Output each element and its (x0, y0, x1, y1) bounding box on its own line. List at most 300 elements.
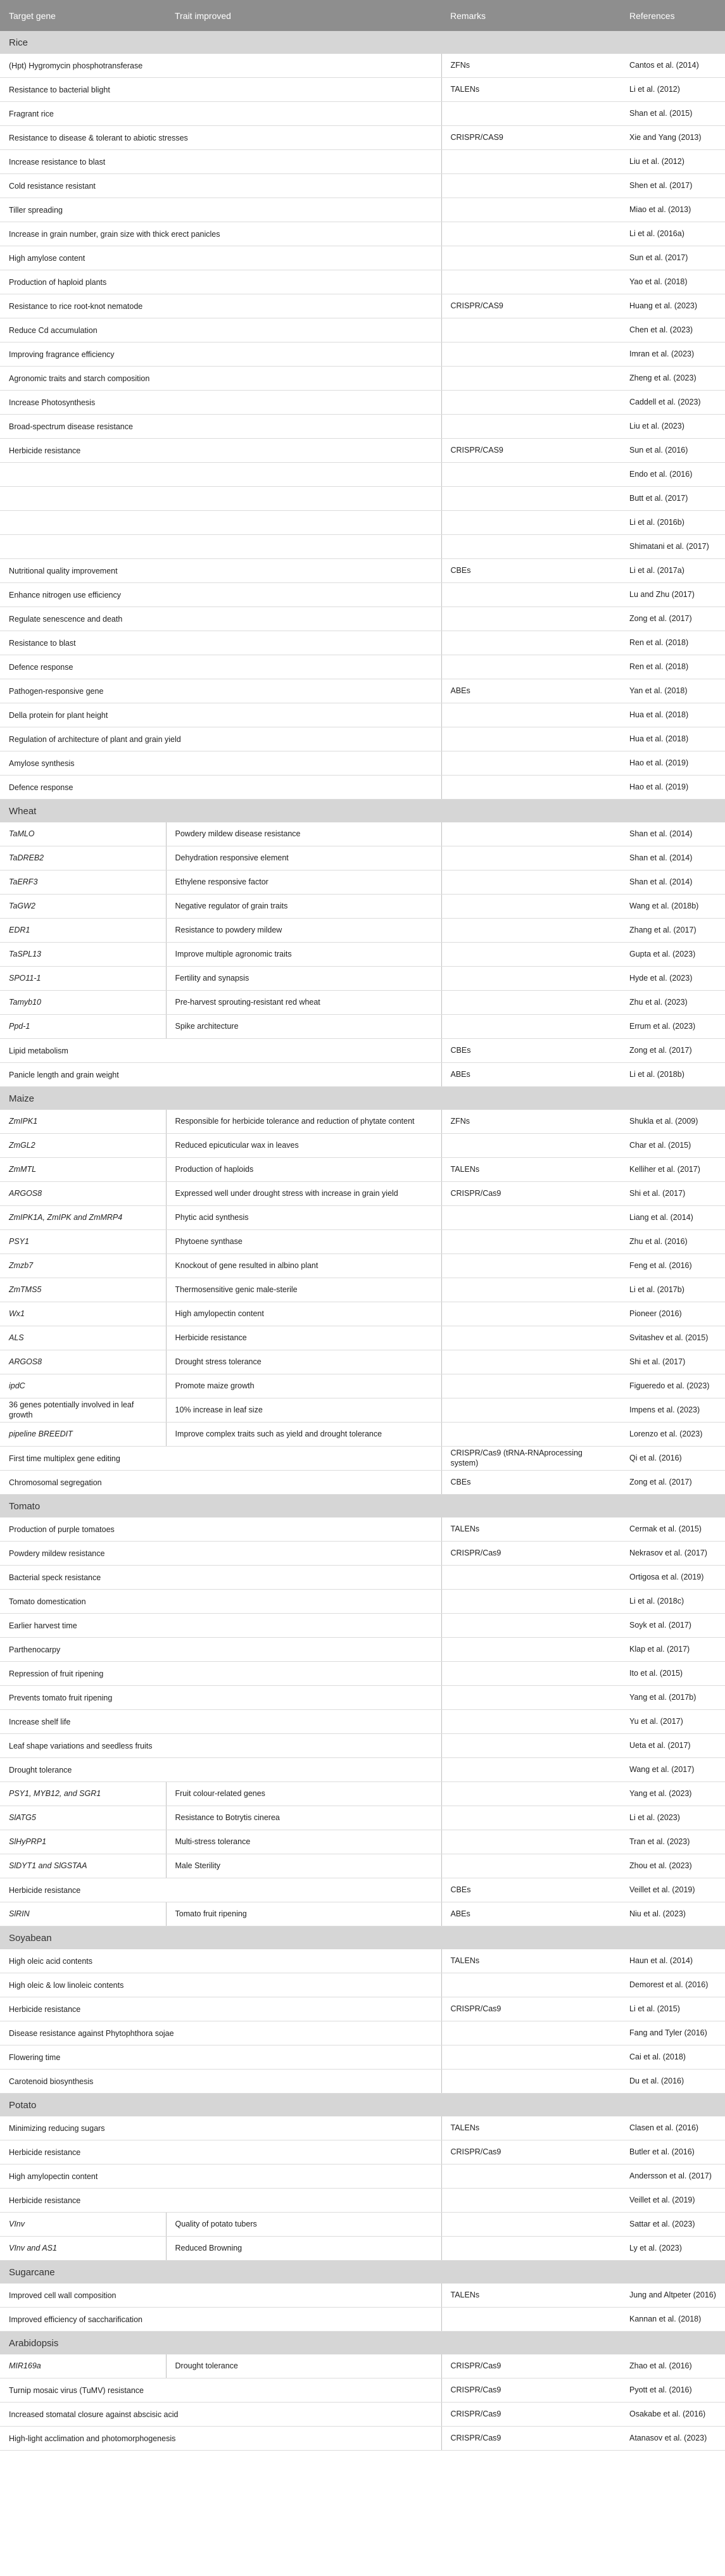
cell-target-gene: Chromosomal segregation (0, 1471, 441, 1495)
table-row (0, 776, 725, 800)
cell-reference: Zheng et al. (2023) (621, 367, 725, 391)
cell-reference: Sun et al. (2017) (621, 246, 725, 270)
table-row (0, 1566, 725, 1590)
cell-reference: Li et al. (2016a) (621, 222, 725, 246)
table-row (0, 2021, 725, 2045)
cell-remarks (441, 967, 621, 991)
table-row (0, 318, 725, 342)
cell-remarks (441, 1230, 621, 1254)
cell-target-gene: pipeline BREEDIT (0, 1423, 166, 1447)
cell-target-gene: 36 genes potentially involved in leaf growth (0, 1398, 166, 1423)
table-row (0, 1517, 725, 1542)
cell-reference: Ito et al. (2015) (621, 1662, 725, 1686)
cell-reference: Ren et al. (2018) (621, 631, 725, 655)
section-title: Arabidopsis (0, 2332, 725, 2355)
table-row (0, 1374, 725, 1398)
cell-target-gene: VInv (0, 2213, 166, 2237)
cell-reference: Shan et al. (2014) (621, 822, 725, 846)
table-row (0, 1182, 725, 1206)
cell-remarks (441, 1302, 621, 1326)
cell-remarks: ABEs (441, 679, 621, 703)
cell-reference: Kannan et al. (2018) (621, 2308, 725, 2332)
table-row (0, 2164, 725, 2189)
cell-remarks: ABEs (441, 1902, 621, 1926)
cell-remarks: TALENs (441, 2284, 621, 2308)
table-row (0, 1949, 725, 1973)
cell-remarks: CRISPR/Cas9 (441, 2140, 621, 2164)
cell-target-gene: Turnip mosaic virus (TuMV) resistance (0, 2378, 441, 2403)
table-row (0, 1758, 725, 1782)
table-row (0, 1447, 725, 1471)
cell-trait-improved: Phytoene synthase (166, 1230, 441, 1254)
cell-target-gene: Agronomic traits and starch composition (0, 367, 441, 391)
cell-target-gene (0, 463, 441, 487)
cell-remarks: TALENs (441, 1517, 621, 1542)
cell-reference: Yang et al. (2017b) (621, 1686, 725, 1710)
cell-target-gene: Regulate senescence and death (0, 607, 441, 631)
cell-target-gene: SlRIN (0, 1902, 166, 1926)
table-row (0, 174, 725, 198)
table-body (0, 31, 725, 2451)
cell-remarks: CRISPR/Cas9 (441, 1997, 621, 2021)
cell-target-gene: (Hpt) Hygromycin phosphotransferase (0, 54, 441, 78)
cell-remarks (441, 1710, 621, 1734)
cell-reference: Ueta et al. (2017) (621, 1734, 725, 1758)
cell-target-gene: Defence response (0, 776, 441, 800)
table-row (0, 991, 725, 1015)
cell-remarks (441, 391, 621, 415)
cell-trait-improved: Improve complex traits such as yield and drought tolerance (166, 1423, 441, 1447)
table-row (0, 727, 725, 751)
cell-remarks (441, 1830, 621, 1854)
cell-trait-improved: Reduced epicuticular wax in leaves (166, 1134, 441, 1158)
table-row (0, 559, 725, 583)
cell-target-gene: Enhance nitrogen use efficiency (0, 583, 441, 607)
cell-target-gene: Herbicide resistance (0, 439, 441, 463)
cell-target-gene: Herbicide resistance (0, 2140, 441, 2164)
cell-reference: Liu et al. (2012) (621, 150, 725, 174)
cell-remarks (441, 1326, 621, 1350)
cell-remarks (441, 655, 621, 679)
cell-target-gene: First time multiplex gene editing (0, 1447, 441, 1471)
table-row (0, 1302, 725, 1326)
cell-target-gene: Increase shelf life (0, 1710, 441, 1734)
cell-reference: Shen et al. (2017) (621, 174, 725, 198)
cell-reference: Li et al. (2015) (621, 1997, 725, 2021)
table-row (0, 1110, 725, 1134)
table-row (0, 1158, 725, 1182)
cell-remarks (441, 2237, 621, 2261)
section-title: Potato (0, 2094, 725, 2117)
table-row (0, 1997, 725, 2021)
table-header-row (0, 0, 725, 31)
table-row (0, 1063, 725, 1087)
table-row (0, 607, 725, 631)
section-row (0, 31, 725, 54)
cell-reference: Fang and Tyler (2016) (621, 2021, 725, 2045)
cell-target-gene: ZmGL2 (0, 1134, 166, 1158)
cell-target-gene: Tomato domestication (0, 1590, 441, 1614)
cell-remarks: CRISPR/CAS9 (441, 439, 621, 463)
cell-target-gene: SlHyPRP1 (0, 1830, 166, 1854)
cell-target-gene: TaERF3 (0, 870, 166, 895)
cell-target-gene: Increased stomatal closure against abscisic acid (0, 2403, 441, 2427)
cell-trait-improved: Resistance to Botrytis cinerea (166, 1806, 441, 1830)
cell-target-gene: Resistance to rice root-knot nematode (0, 294, 441, 318)
cell-trait-improved: Quality of potato tubers (166, 2213, 441, 2237)
cell-remarks (441, 1374, 621, 1398)
cell-reference: Yu et al. (2017) (621, 1710, 725, 1734)
table-row (0, 1734, 725, 1758)
table-row (0, 1590, 725, 1614)
cell-target-gene: TaDREB2 (0, 846, 166, 870)
cell-remarks (441, 751, 621, 776)
cell-target-gene: Disease resistance against Phytophthora sojae (0, 2021, 441, 2045)
cell-remarks (441, 2045, 621, 2070)
cell-reference: Nekrasov et al. (2017) (621, 1542, 725, 1566)
cell-reference: Shi et al. (2017) (621, 1350, 725, 1374)
cell-target-gene: Lipid metabolism (0, 1039, 441, 1063)
cell-reference: Ly et al. (2023) (621, 2237, 725, 2261)
cell-target-gene: Improved efficiency of saccharification (0, 2308, 441, 2332)
cell-reference: Wang et al. (2017) (621, 1758, 725, 1782)
cell-remarks: CRISPR/CAS9 (441, 294, 621, 318)
cell-remarks (441, 776, 621, 800)
cell-target-gene: Increase Photosynthesis (0, 391, 441, 415)
cell-remarks: TALENs (441, 2116, 621, 2140)
cell-remarks: TALENs (441, 1949, 621, 1973)
cell-remarks: TALENs (441, 1158, 621, 1182)
cell-trait-improved: Dehydration responsive element (166, 846, 441, 870)
cell-target-gene: ARGOS8 (0, 1350, 166, 1374)
cell-remarks (441, 631, 621, 655)
cell-target-gene: High oleic acid contents (0, 1949, 441, 1973)
cell-reference: Zhao et al. (2016) (621, 2354, 725, 2378)
cell-target-gene: Drought tolerance (0, 1758, 441, 1782)
cell-target-gene: Herbicide resistance (0, 1878, 441, 1902)
cell-target-gene: Herbicide resistance (0, 1997, 441, 2021)
cell-target-gene: Tiller spreading (0, 198, 441, 222)
cell-target-gene: Leaf shape variations and seedless fruits (0, 1734, 441, 1758)
cell-target-gene: High amylose content (0, 246, 441, 270)
cell-target-gene: Production of purple tomatoes (0, 1517, 441, 1542)
cell-target-gene: Pathogen-responsive gene (0, 679, 441, 703)
cell-target-gene: Improving fragrance efficiency (0, 342, 441, 367)
cell-reference: Klap et al. (2017) (621, 1638, 725, 1662)
cell-target-gene: Resistance to disease & tolerant to abiotic stresses (0, 126, 441, 150)
cell-reference: Veillet et al. (2019) (621, 1878, 725, 1902)
cell-reference: Cantos et al. (2014) (621, 54, 725, 78)
cell-target-gene: Resistance to blast (0, 631, 441, 655)
cell-reference: Li et al. (2012) (621, 78, 725, 102)
cell-reference: Qi et al. (2016) (621, 1447, 725, 1471)
table-row (0, 1830, 725, 1854)
cell-target-gene: Minimizing reducing sugars (0, 2116, 441, 2140)
section-row (0, 800, 725, 823)
cell-reference: Ortigosa et al. (2019) (621, 1566, 725, 1590)
table-row (0, 102, 725, 126)
cell-trait-improved: Male Sterility (166, 1854, 441, 1878)
cell-reference: Shi et al. (2017) (621, 1182, 725, 1206)
table-row (0, 703, 725, 727)
table-row (0, 198, 725, 222)
table-row (0, 1278, 725, 1302)
cell-target-gene: Zmzb7 (0, 1254, 166, 1278)
cell-trait-improved: Multi-stress tolerance (166, 1830, 441, 1854)
cell-target-gene: Nutritional quality improvement (0, 559, 441, 583)
cell-target-gene: SPO11-1 (0, 967, 166, 991)
section-row (0, 2094, 725, 2117)
cell-reference: Cermak et al. (2015) (621, 1517, 725, 1542)
cell-trait-improved: High amylopectin content (166, 1302, 441, 1326)
table-row (0, 2354, 725, 2378)
table-row (0, 2213, 725, 2237)
cell-reference: Soyk et al. (2017) (621, 1614, 725, 1638)
cell-reference: Errum et al. (2023) (621, 1015, 725, 1039)
cell-target-gene: Tamyb10 (0, 991, 166, 1015)
table-row (0, 895, 725, 919)
cell-reference: Shan et al. (2014) (621, 870, 725, 895)
table-row (0, 2070, 725, 2094)
cell-target-gene: Improved cell wall composition (0, 2284, 441, 2308)
cell-reference: Shukla et al. (2009) (621, 1110, 725, 1134)
table-row (0, 751, 725, 776)
cell-target-gene: Wx1 (0, 1302, 166, 1326)
cell-remarks: ZFNs (441, 1110, 621, 1134)
cell-remarks (441, 1015, 621, 1039)
cell-reference: Sattar et al. (2023) (621, 2213, 725, 2237)
cell-remarks: CRISPR/Cas9 (441, 2427, 621, 2451)
table-row (0, 222, 725, 246)
table-row (0, 1686, 725, 1710)
table-row (0, 270, 725, 294)
cell-reference: Zhu et al. (2016) (621, 1230, 725, 1254)
cell-remarks: TALENs (441, 78, 621, 102)
cell-reference: Zhu et al. (2023) (621, 991, 725, 1015)
cell-remarks (441, 1854, 621, 1878)
cell-reference: Liu et al. (2023) (621, 415, 725, 439)
cell-reference: Miao et al. (2013) (621, 198, 725, 222)
cell-target-gene: Increase in grain number, grain size with thick erect panicles (0, 222, 441, 246)
section-row (0, 2261, 725, 2284)
cell-reference: Hao et al. (2019) (621, 776, 725, 800)
cell-reference: Svitashev et al. (2015) (621, 1326, 725, 1350)
table-row (0, 511, 725, 535)
cell-trait-improved: Pre-harvest sprouting-resistant red wheat (166, 991, 441, 1015)
cell-remarks (441, 1206, 621, 1230)
cell-remarks: CRISPR/Cas9 (441, 2354, 621, 2378)
cell-reference: Andersson et al. (2017) (621, 2164, 725, 2189)
cell-target-gene: Amylose synthesis (0, 751, 441, 776)
cell-target-gene: Production of haploid plants (0, 270, 441, 294)
cell-remarks (441, 607, 621, 631)
cell-reference: Gupta et al. (2023) (621, 943, 725, 967)
cell-remarks (441, 342, 621, 367)
cell-reference: Osakabe et al. (2016) (621, 2403, 725, 2427)
cell-target-gene: Fragrant rice (0, 102, 441, 126)
cell-remarks (441, 1590, 621, 1614)
table-row (0, 2237, 725, 2261)
cell-remarks: CBEs (441, 1039, 621, 1063)
cell-target-gene: TaGW2 (0, 895, 166, 919)
cell-remarks (441, 727, 621, 751)
cell-trait-improved: Drought stress tolerance (166, 1350, 441, 1374)
cell-target-gene: EDR1 (0, 919, 166, 943)
table-row (0, 246, 725, 270)
cell-reference: Butt et al. (2017) (621, 487, 725, 511)
cell-target-gene (0, 535, 441, 559)
table-row (0, 78, 725, 102)
cell-trait-improved: Phytic acid synthesis (166, 1206, 441, 1230)
section-title: Wheat (0, 800, 725, 823)
cell-remarks (441, 895, 621, 919)
cell-target-gene: Earlier harvest time (0, 1614, 441, 1638)
table-row (0, 463, 725, 487)
table-row (0, 126, 725, 150)
cell-reference: Li et al. (2017b) (621, 1278, 725, 1302)
cell-reference: Shan et al. (2014) (621, 846, 725, 870)
cell-trait-improved: Fruit colour-related genes (166, 1782, 441, 1806)
cell-remarks (441, 535, 621, 559)
cell-target-gene: Repression of fruit ripening (0, 1662, 441, 1686)
cell-remarks (441, 583, 621, 607)
cell-remarks (441, 2021, 621, 2045)
cell-remarks: CBEs (441, 1878, 621, 1902)
cell-remarks (441, 1782, 621, 1806)
cell-remarks (441, 222, 621, 246)
cell-reference: Tran et al. (2023) (621, 1830, 725, 1854)
cell-remarks: CRISPR/Cas9 (441, 1182, 621, 1206)
cell-reference: Yao et al. (2018) (621, 270, 725, 294)
table-row (0, 1782, 725, 1806)
table-row (0, 342, 725, 367)
table-row (0, 1878, 725, 1902)
cell-target-gene: Increase resistance to blast (0, 150, 441, 174)
cell-target-gene: Della protein for plant height (0, 703, 441, 727)
table-row (0, 1471, 725, 1495)
cell-remarks (441, 2189, 621, 2213)
cell-reference: Kelliher et al. (2017) (621, 1158, 725, 1182)
cell-remarks (441, 1734, 621, 1758)
table-row (0, 367, 725, 391)
table-row (0, 487, 725, 511)
cell-reference: Li et al. (2023) (621, 1806, 725, 1830)
cell-remarks (441, 1566, 621, 1590)
cell-target-gene: Parthenocarpy (0, 1638, 441, 1662)
cell-reference: Zhang et al. (2017) (621, 919, 725, 943)
cell-reference: Hua et al. (2018) (621, 703, 725, 727)
cell-remarks (441, 1973, 621, 1997)
section-title: Soyabean (0, 1926, 725, 1950)
cell-reference: Yang et al. (2023) (621, 1782, 725, 1806)
cell-target-gene: ZmTMS5 (0, 1278, 166, 1302)
section-row (0, 2332, 725, 2355)
cell-reference: Li et al. (2018c) (621, 1590, 725, 1614)
cell-reference: Du et al. (2016) (621, 2070, 725, 2094)
cell-reference: Endo et al. (2016) (621, 463, 725, 487)
cell-reference: Veillet et al. (2019) (621, 2189, 725, 2213)
cell-reference: Butler et al. (2016) (621, 2140, 725, 2164)
cell-remarks (441, 991, 621, 1015)
cell-remarks (441, 1134, 621, 1158)
table-row (0, 415, 725, 439)
cell-target-gene: Ppd-1 (0, 1015, 166, 1039)
table-row (0, 150, 725, 174)
cell-remarks (441, 1350, 621, 1374)
cell-target-gene: ZmIPK1A, ZmIPK and ZmMRP4 (0, 1206, 166, 1230)
table-row (0, 679, 725, 703)
cell-remarks: ZFNs (441, 54, 621, 78)
table-row (0, 2284, 725, 2308)
cell-trait-improved: 10% increase in leaf size (166, 1398, 441, 1423)
cell-remarks: CRISPR/CAS9 (441, 126, 621, 150)
table-row (0, 1326, 725, 1350)
cell-remarks (441, 415, 621, 439)
cell-target-gene (0, 511, 441, 535)
cell-trait-improved: Ethylene responsive factor (166, 870, 441, 895)
cell-trait-improved: Spike architecture (166, 1015, 441, 1039)
table-row (0, 919, 725, 943)
cell-target-gene: SlATG5 (0, 1806, 166, 1830)
cell-remarks: CRISPR/Cas9 (tRNA-RNAprocessing system) (441, 1447, 621, 1471)
cell-remarks (441, 318, 621, 342)
cell-target-gene: Cold resistance resistant (0, 174, 441, 198)
cell-remarks (441, 246, 621, 270)
table-row (0, 631, 725, 655)
cell-remarks (441, 703, 621, 727)
table-row (0, 1206, 725, 1230)
cell-reference: Xie and Yang (2013) (621, 126, 725, 150)
cell-target-gene: Bacterial speck resistance (0, 1566, 441, 1590)
cell-reference: Zhou et al. (2023) (621, 1854, 725, 1878)
cell-remarks (441, 1423, 621, 1447)
cell-reference: Impens et al. (2023) (621, 1398, 725, 1423)
cell-remarks (441, 174, 621, 198)
section-title: Sugarcane (0, 2261, 725, 2284)
cell-reference: Lorenzo et al. (2023) (621, 1423, 725, 1447)
cell-trait-improved: Resistance to powdery mildew (166, 919, 441, 943)
cell-target-gene: Prevents tomato fruit ripening (0, 1686, 441, 1710)
cell-reference: Zong et al. (2017) (621, 607, 725, 631)
cell-target-gene: High oleic & low linoleic contents (0, 1973, 441, 1997)
table-row (0, 2116, 725, 2140)
cell-reference: Wang et al. (2018b) (621, 895, 725, 919)
header-target-gene: Target gene (0, 0, 166, 31)
cell-target-gene: Resistance to bacterial blight (0, 78, 441, 102)
cell-reference: Li et al. (2016b) (621, 511, 725, 535)
cell-target-gene: PSY1, MYB12, and SGR1 (0, 1782, 166, 1806)
cell-target-gene (0, 487, 441, 511)
table-row (0, 822, 725, 846)
cell-target-gene: Defence response (0, 655, 441, 679)
cell-remarks (441, 1758, 621, 1782)
cell-remarks (441, 1686, 621, 1710)
table-row (0, 2378, 725, 2403)
cell-reference: Niu et al. (2023) (621, 1902, 725, 1926)
cell-remarks (441, 150, 621, 174)
cell-remarks: CRISPR/Cas9 (441, 2403, 621, 2427)
cell-remarks (441, 198, 621, 222)
section-title: Maize (0, 1087, 725, 1110)
cell-reference: Caddell et al. (2023) (621, 391, 725, 415)
cell-reference: Hyde et al. (2023) (621, 967, 725, 991)
section-row (0, 1087, 725, 1110)
cell-trait-improved: Tomato fruit ripening (166, 1902, 441, 1926)
cell-target-gene: Powdery mildew resistance (0, 1542, 441, 1566)
cell-reference: Clasen et al. (2016) (621, 2116, 725, 2140)
cell-remarks (441, 1662, 621, 1686)
table-row (0, 1973, 725, 1997)
